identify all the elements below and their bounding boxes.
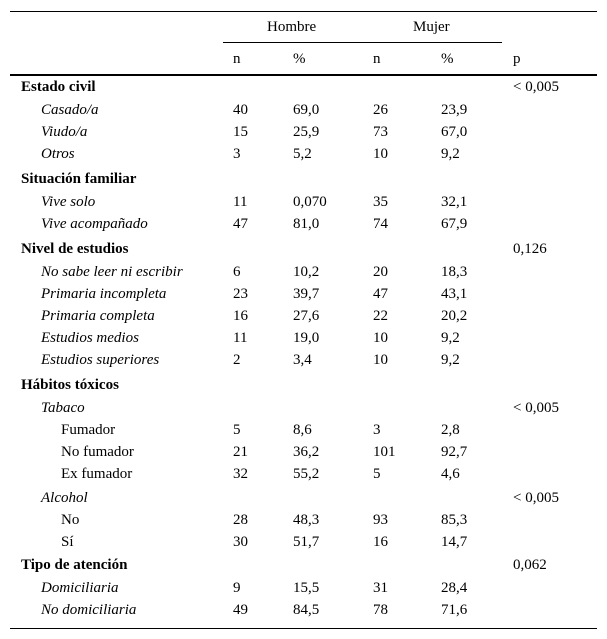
hombre-underline bbox=[223, 42, 365, 43]
cell-pct-hombre: 84,5 bbox=[293, 602, 320, 618]
cell-p: < 0,005 bbox=[513, 79, 559, 95]
bottom-rule bbox=[10, 628, 597, 629]
row-label: Vive acompañado bbox=[41, 216, 148, 232]
cell-n-mujer: 74 bbox=[373, 216, 388, 232]
row-label: Primaria completa bbox=[41, 308, 155, 324]
mujer-underline bbox=[362, 42, 502, 43]
cell-pct-mujer: 32,1 bbox=[441, 194, 468, 210]
cell-pct-mujer: 4,6 bbox=[441, 466, 460, 482]
row-label: No domiciliaria bbox=[41, 602, 137, 618]
cell-pct-mujer: 14,7 bbox=[441, 534, 468, 550]
header-rule bbox=[10, 74, 597, 76]
row-label: Otros bbox=[41, 146, 75, 162]
cell-pct-hombre: 39,7 bbox=[293, 286, 320, 302]
cell-n-hombre: 11 bbox=[233, 330, 248, 346]
cell-n-hombre: 28 bbox=[233, 512, 248, 528]
cell-pct-hombre: 36,2 bbox=[293, 444, 320, 460]
row-label: Casado/a bbox=[41, 102, 99, 118]
cell-pct-hombre: 8,6 bbox=[293, 422, 312, 438]
row-label: Alcohol bbox=[41, 490, 88, 506]
row-label: Sí bbox=[61, 534, 74, 550]
cell-n-mujer: 78 bbox=[373, 602, 388, 618]
cell-pct-hombre: 48,3 bbox=[293, 512, 320, 528]
row-label: Viudo/a bbox=[41, 124, 88, 140]
cell-pct-mujer: 71,6 bbox=[441, 602, 468, 618]
cell-pct-mujer: 67,0 bbox=[441, 124, 468, 140]
row-label: Vive solo bbox=[41, 194, 96, 210]
row-label: Tabaco bbox=[41, 400, 85, 416]
cell-pct-mujer: 67,9 bbox=[441, 216, 468, 232]
cell-p: 0,062 bbox=[513, 557, 547, 573]
cell-n-mujer: 22 bbox=[373, 308, 388, 324]
cell-pct-hombre: 19,0 bbox=[293, 330, 320, 346]
section-label: Estado civil bbox=[21, 79, 96, 95]
section-label: Situación familiar bbox=[21, 171, 137, 187]
header-mujer: Mujer bbox=[413, 19, 450, 35]
cell-pct-mujer: 18,3 bbox=[441, 264, 468, 280]
cell-n-hombre: 32 bbox=[233, 466, 248, 482]
row-label: No fumador bbox=[61, 444, 134, 460]
cell-pct-mujer: 43,1 bbox=[441, 286, 468, 302]
cell-n-hombre: 3 bbox=[233, 146, 241, 162]
cell-n-hombre: 40 bbox=[233, 102, 248, 118]
header-pct-mujer: % bbox=[441, 51, 454, 67]
cell-pct-mujer: 9,2 bbox=[441, 330, 460, 346]
cell-n-hombre: 16 bbox=[233, 308, 248, 324]
cell-pct-mujer: 85,3 bbox=[441, 512, 468, 528]
cell-pct-hombre: 3,4 bbox=[293, 352, 312, 368]
cell-n-mujer: 35 bbox=[373, 194, 388, 210]
cell-pct-hombre: 51,7 bbox=[293, 534, 320, 550]
row-label: Primaria incompleta bbox=[41, 286, 167, 302]
cell-n-hombre: 47 bbox=[233, 216, 248, 232]
cell-n-mujer: 10 bbox=[373, 146, 388, 162]
cell-n-mujer: 16 bbox=[373, 534, 388, 550]
cell-n-hombre: 15 bbox=[233, 124, 248, 140]
cell-n-hombre: 2 bbox=[233, 352, 241, 368]
header-p: p bbox=[513, 51, 521, 67]
top-rule bbox=[10, 11, 597, 12]
cell-n-mujer: 73 bbox=[373, 124, 388, 140]
row-label: Domiciliaria bbox=[41, 580, 119, 596]
cell-pct-hombre: 25,9 bbox=[293, 124, 320, 140]
cell-n-hombre: 49 bbox=[233, 602, 248, 618]
row-label: No sabe leer ni escribir bbox=[41, 264, 183, 280]
cell-p: < 0,005 bbox=[513, 400, 559, 416]
header-n-hombre: n bbox=[233, 51, 241, 67]
cell-n-hombre: 21 bbox=[233, 444, 248, 460]
cell-n-mujer: 5 bbox=[373, 466, 381, 482]
cell-n-hombre: 30 bbox=[233, 534, 248, 550]
cell-pct-hombre: 10,2 bbox=[293, 264, 320, 280]
cell-p: < 0,005 bbox=[513, 490, 559, 506]
cell-pct-hombre: 15,5 bbox=[293, 580, 320, 596]
section-label: Hábitos tóxicos bbox=[21, 377, 119, 393]
cell-n-hombre: 5 bbox=[233, 422, 241, 438]
cell-pct-mujer: 9,2 bbox=[441, 352, 460, 368]
header-n-mujer: n bbox=[373, 51, 381, 67]
cell-n-mujer: 20 bbox=[373, 264, 388, 280]
row-label: Fumador bbox=[61, 422, 116, 438]
cell-pct-mujer: 9,2 bbox=[441, 146, 460, 162]
row-label: Ex fumador bbox=[61, 466, 133, 482]
cell-n-mujer: 26 bbox=[373, 102, 388, 118]
cell-p: 0,126 bbox=[513, 241, 547, 257]
cell-pct-hombre: 81,0 bbox=[293, 216, 320, 232]
section-label: Tipo de atención bbox=[21, 557, 128, 573]
cell-pct-hombre: 5,2 bbox=[293, 146, 312, 162]
cell-pct-hombre: 55,2 bbox=[293, 466, 320, 482]
row-label: Estudios superiores bbox=[41, 352, 160, 368]
cell-n-mujer: 10 bbox=[373, 352, 388, 368]
cell-n-mujer: 101 bbox=[373, 444, 396, 460]
cell-pct-hombre: 69,0 bbox=[293, 102, 320, 118]
cell-n-mujer: 3 bbox=[373, 422, 381, 438]
section-label: Nivel de estudios bbox=[21, 241, 129, 257]
cell-n-hombre: 6 bbox=[233, 264, 241, 280]
cell-n-mujer: 93 bbox=[373, 512, 388, 528]
cell-pct-mujer: 20,2 bbox=[441, 308, 468, 324]
header-pct-hombre: % bbox=[293, 51, 306, 67]
cell-pct-hombre: 0,070 bbox=[293, 194, 327, 210]
cell-pct-hombre: 27,6 bbox=[293, 308, 320, 324]
row-label: No bbox=[61, 512, 80, 528]
cell-n-mujer: 31 bbox=[373, 580, 388, 596]
cell-n-mujer: 10 bbox=[373, 330, 388, 346]
cell-pct-mujer: 2,8 bbox=[441, 422, 460, 438]
cell-pct-mujer: 92,7 bbox=[441, 444, 468, 460]
cell-pct-mujer: 23,9 bbox=[441, 102, 468, 118]
cell-n-hombre: 11 bbox=[233, 194, 248, 210]
cell-n-hombre: 9 bbox=[233, 580, 241, 596]
cell-n-hombre: 23 bbox=[233, 286, 248, 302]
row-label: Estudios medios bbox=[41, 330, 139, 346]
header-hombre: Hombre bbox=[267, 19, 317, 35]
cell-pct-mujer: 28,4 bbox=[441, 580, 468, 596]
cell-n-mujer: 47 bbox=[373, 286, 388, 302]
